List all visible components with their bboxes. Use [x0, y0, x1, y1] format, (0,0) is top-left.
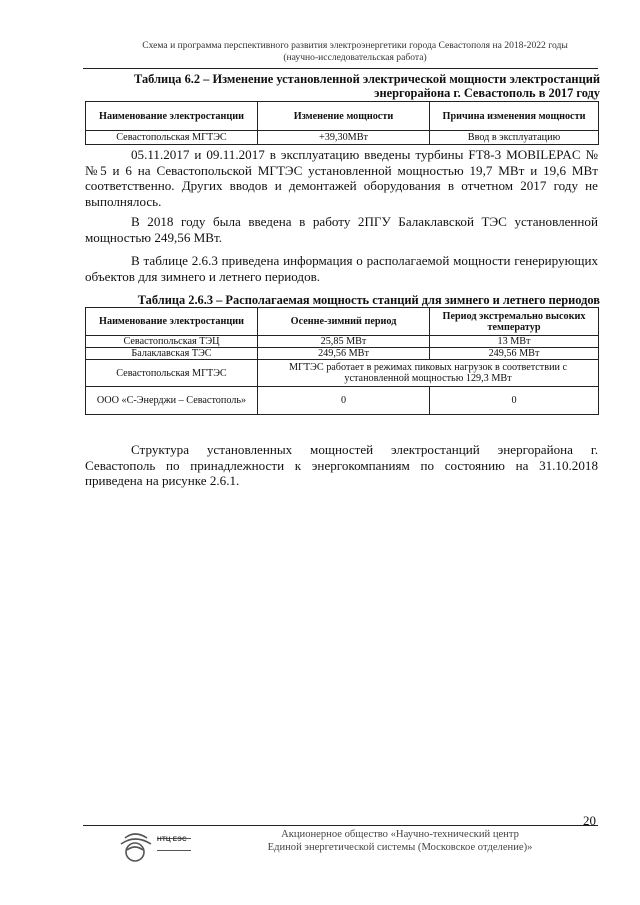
footer-divider: [83, 825, 598, 826]
table-header-row: [86, 102, 599, 131]
paragraph-table-intro: В таблице 2.6.3 приведена информация о располагаемой мощности генерирующих объектов для зимнего и летнего периодов.: [85, 253, 598, 284]
paragraph-structure: Структура установленных мощностей электростанций энергорайона г. Севастополь по принадлежности к энергокомпаниям по состоянию на 31.10.2018 приведена на рисунке 2.6.1.: [85, 442, 598, 489]
table-row: [86, 360, 599, 387]
table-6-2-caption-line-1: Таблица 6.2 – Изменение установленной электрической мощности электростанций: [134, 72, 600, 86]
table-header-cell: Наименование электростанции: [86, 102, 258, 131]
table-header-cell: Осенне-зимний период: [258, 308, 430, 336]
footer-line-1: Акционерное общество «Научно-технический центр: [281, 829, 519, 840]
table-header-cell: Изменение мощности: [258, 102, 430, 131]
table-merged-cell: МГТЭС работает в режимах пиковых нагрузок в соответствии с установленной мощностью 129,3 МВт: [258, 360, 599, 387]
table-cell: Севастопольская ТЭЦ: [86, 336, 258, 348]
table-cell: Севастопольская МГТЭС: [86, 360, 258, 387]
paragraph-balaklava: В 2018 году была введена в работу 2ПГУ Балаклавской ТЭС установленной мощностью 249,56 МВт.: [85, 214, 598, 245]
table-row: [86, 336, 599, 348]
table-cell: 13 МВт: [430, 336, 599, 348]
table-cell: 249,56 МВт: [258, 348, 430, 360]
running-header: [95, 40, 615, 64]
table-6-2: [85, 101, 599, 145]
table-header-cell: Период экстремально высоких температур: [430, 308, 599, 336]
table-cell: +39,30МВт: [258, 131, 430, 145]
table-row: [86, 131, 599, 145]
footer-organization: [215, 828, 585, 854]
paragraph-turbines: 05.11.2017 и 09.11.2017 в эксплуатацию введены турбины FT8-3 MOBILEPAC №№5 и 6 на Севастопольской МГТЭС установленной мощностью 19,7 МВт и 19,6 МВт соответственно. Других вводов и демонтажей оборудования в отчетном 2017 году не выполнялось.: [85, 147, 598, 209]
table-2-6-3: [85, 307, 599, 415]
table-header-cell: Причина изменения мощности: [430, 102, 599, 131]
page-number: 20: [583, 813, 596, 828]
table-cell: 249,56 МВт: [430, 348, 599, 360]
table-row: [86, 387, 599, 415]
table-cell: ООО «С-Энерджи – Севастополь»: [86, 387, 258, 415]
header-title: Схема и программа перспективного развития электроэнергетики города Севастополя на 2018-2022 годы: [142, 40, 568, 51]
header-subtitle: (научно-исследовательская работа): [283, 52, 427, 63]
table-header-row: [86, 308, 599, 336]
logo-text: НТЦ ЕЭС: [157, 836, 187, 843]
header-divider: [83, 68, 598, 69]
table-header-cell: Наименование электростанции: [86, 308, 258, 336]
table-6-2-caption: [115, 72, 600, 100]
ntc-ees-logo: [113, 828, 193, 870]
table-cell: Ввод в эксплуатацию: [430, 131, 599, 145]
footer-line-2: Единой энергетической системы (Московское отделение)»: [267, 842, 533, 853]
table-row: [86, 348, 599, 360]
table-cell: Севастопольская МГТЭС: [86, 131, 258, 145]
table-cell: Балаклавская ТЭС: [86, 348, 258, 360]
table-6-2-caption-line-2: энергорайона г. Севастополь в 2017 году: [374, 86, 600, 100]
table-cell: 25,85 МВт: [258, 336, 430, 348]
table-2-6-3-caption: Таблица 2.6.3 – Располагаемая мощность станций для зимнего и летнего периодов: [137, 293, 600, 307]
table-cell: 0: [430, 387, 599, 415]
table-cell: 0: [258, 387, 430, 415]
